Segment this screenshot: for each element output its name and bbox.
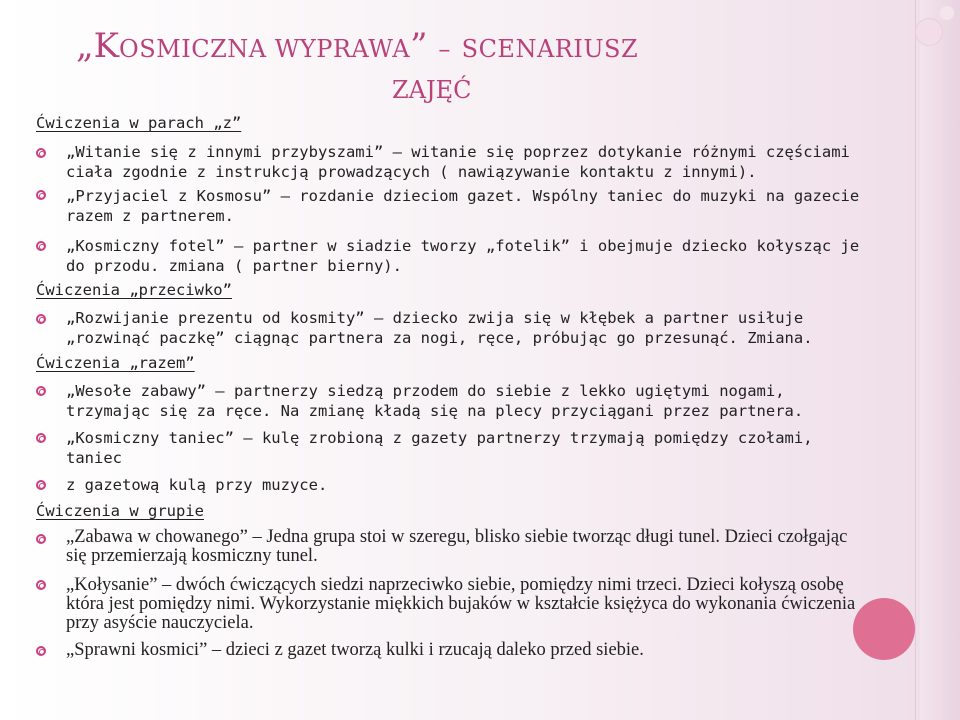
bullet-icon [36, 148, 46, 158]
slide-title-line2: ZAJĘĆ [392, 76, 472, 104]
title-quote-open: „ [76, 26, 94, 66]
bullet-icon [36, 534, 46, 544]
list-item: z gazetową kulą przy muzyce. [66, 476, 328, 494]
list-item: „Kołysanie” – dwóch ćwiczących siedzi naprzeciwko siebie, pomiędzy nimi trzeci. Dzieci kołyszą osobę która jest pomiędzy nimi. Wykorzystanie miękkich bujaków w kształcie księżyca do wykonania ćwiczenia przy asyście nauczyciela. [66, 575, 856, 633]
bullet-icon [36, 314, 46, 324]
slide-title [76, 26, 836, 70]
section-heading-group: Ćwiczenia w grupie [36, 502, 204, 520]
list-item: „Kosmiczny fotel” – partner w siadzie tworzy „fotelik” i obejmuje dziecko kołysząc je do przodu. zmiana ( partner bierny). [66, 237, 860, 275]
section-heading-against: Ćwiczenia „przeciwko” [36, 281, 232, 299]
list-item: „Witanie się z innymi przybyszami” – witanie się poprzez dotykanie różnymi częściami ciała zgodnie z instrukcją prowadzących ( nawiązywanie kontaktu z innymi). [66, 143, 850, 181]
list-item: „Sprawni kosmici” – dzieci z gazet tworzą kulki i rzucają daleko przed siebie. [66, 640, 644, 660]
bullet-icon [36, 580, 46, 590]
title-word: SCENARIUSZ [461, 35, 639, 63]
bullet-icon [36, 386, 46, 396]
decor-circle-small [915, 18, 943, 46]
title-quote-close: ” [410, 26, 428, 66]
section-heading-together: Ćwiczenia „razem” [36, 354, 195, 372]
bullet-icon [36, 433, 46, 443]
bullet-icon [36, 480, 46, 490]
list-item: „Rozwijanie prezentu od kosmity” – dziecko zwija się w kłębek a partner usiłuje „rozwinąć paczkę” ciągnąc partnera za nogi, ręce, próbując go przesunąć. Zmiana. [66, 309, 813, 347]
section-heading-pairs: Ćwiczenia w parach „z” [36, 114, 242, 132]
list-item: „Przyjaciel z Kosmosu” – rozdanie dzieciom gazet. Wspólny taniec do muzyki na gazecie razem z partnerem. [66, 187, 860, 225]
list-item: „Kosmiczny taniec” – kulę zrobioną z gazety partnerzy trzymają pomiędzy czołami, taniec [66, 429, 813, 467]
decor-circle-tiny [940, 6, 954, 20]
bullet-icon [36, 646, 46, 656]
bullet-icon [36, 190, 46, 200]
list-item: „Wesołe zabawy” – partnerzy siedzą przodem do siebie z lekko ugiętymi nogami, trzymając się za ręce. Na zmianę kładą się na plecy przyciągani przez partnera. [66, 382, 804, 420]
title-big-k: K [93, 26, 120, 66]
title-rest: OSMICZNA WYPRAWA [119, 35, 411, 63]
list-item: „Zabawa w chowanego” – Jedna grupa stoi w szeregu, blisko siebie tworząc długi tunel. Dzieci czołgając się przemierzają kosmiczny tunel. [66, 527, 848, 566]
decor-line [915, 0, 916, 720]
title-dash: – [438, 35, 451, 63]
bullet-icon [36, 241, 46, 251]
right-decor-strip [920, 0, 960, 720]
